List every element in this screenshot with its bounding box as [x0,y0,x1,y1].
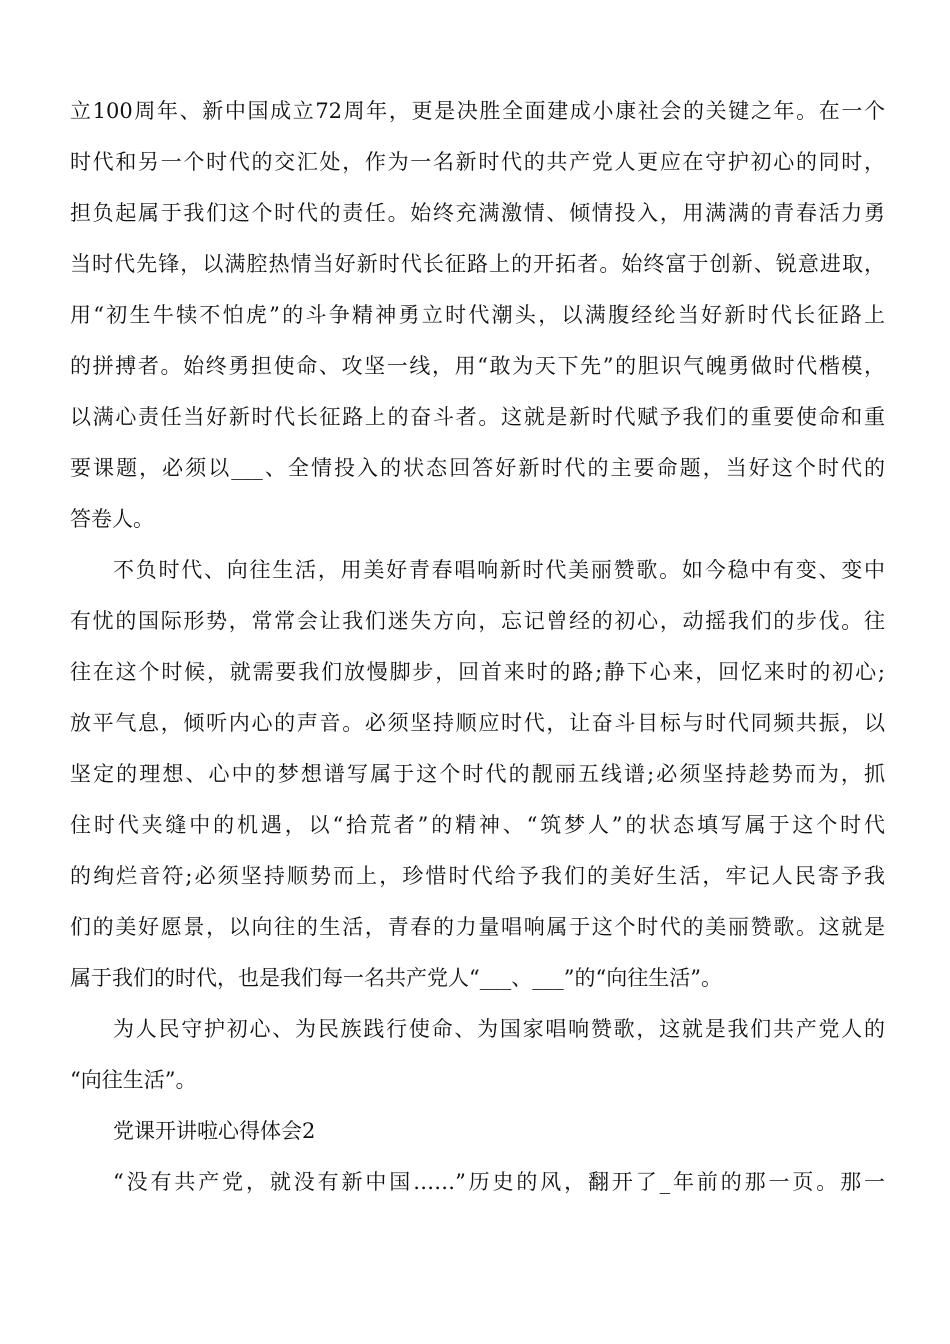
text-line: 当时代先锋，以满腔热情当好新时代长征路上的开拓者。始终富于创新、锐意进取， [70,252,885,276]
text-line: 不负时代、向往生活，用美好青春唱响新时代美丽赞歌。如今稳中有变、变中 [113,558,885,582]
text-line: 往在这个时候，就需要我们放慢脚步，回首来时的路;静下心来，回忆来时的初心; [70,660,885,684]
text-line: 属于我们的时代，也是我们每一名共产党人“___、___”的“向往生活”。 [70,966,722,990]
text-line: 以满心责任当好新时代长征路上的奋斗者。这就是新时代赋予我们的重要使命和重 [70,405,885,429]
text-line: 坚定的理想、心中的梦想谱写属于这个时代的靓丽五线谱;必须坚持趁势而为，抓 [70,762,885,786]
text-line: “向往生活”。 [70,1068,197,1092]
text-line: 立100周年、新中国成立72周年，更是决胜全面建成小康社会的关键之年。在一个 [70,99,885,123]
text-line: 有忧的国际形势，常常会让我们迷失方向，忘记曾经的初心，动摇我们的步伐。往 [70,609,885,633]
text-line: 住时代夹缝中的机遇，以“拾荒者”的精神、“筑梦人”的状态填写属于这个时代 [70,813,885,837]
text-line: 担负起属于我们这个时代的责任。始终充满激情、倾情投入，用满满的青春活力勇 [70,201,885,225]
text-line: 答卷人。 [70,507,154,531]
text-line: 们的美好愿景，以向往的生活，青春的力量唱响属于这个时代的美丽赞歌。这就是 [70,915,885,939]
text-line: 为人民守护初心、为民族践行使命、为国家唱响赞歌，这就是我们共产党人的 [113,1017,885,1041]
text-line: 用“初生牛犊不怕虎”的斗争精神勇立时代潮头，以满腹经纶当好新时代长征路上 [70,303,885,327]
text-line: “没有共产党，就没有新中国……”历史的风，翻开了_年前的那一页。那一 [113,1170,885,1194]
section-heading: 党课开讲啦心得体会2 [113,1119,316,1143]
text-line: 的绚烂音符;必须坚持顺势而上，珍惜时代给予我们的美好生活，牢记人民寄予我 [70,864,885,888]
text-line: 的拼搏者。始终勇担使命、攻坚一线，用“敢为天下先”的胆识气魄勇做时代楷模， [70,354,885,378]
text-line: 要课题，必须以___、全情投入的状态回答好新时代的主要命题，当好这个时代的 [70,456,885,480]
text-line: 时代和另一个时代的交汇处，作为一名新时代的共产党人更应在守护初心的同时， [70,150,885,174]
text-line: 放平气息，倾听内心的声音。必须坚持顺应时代，让奋斗目标与时代同频共振，以 [70,711,885,735]
